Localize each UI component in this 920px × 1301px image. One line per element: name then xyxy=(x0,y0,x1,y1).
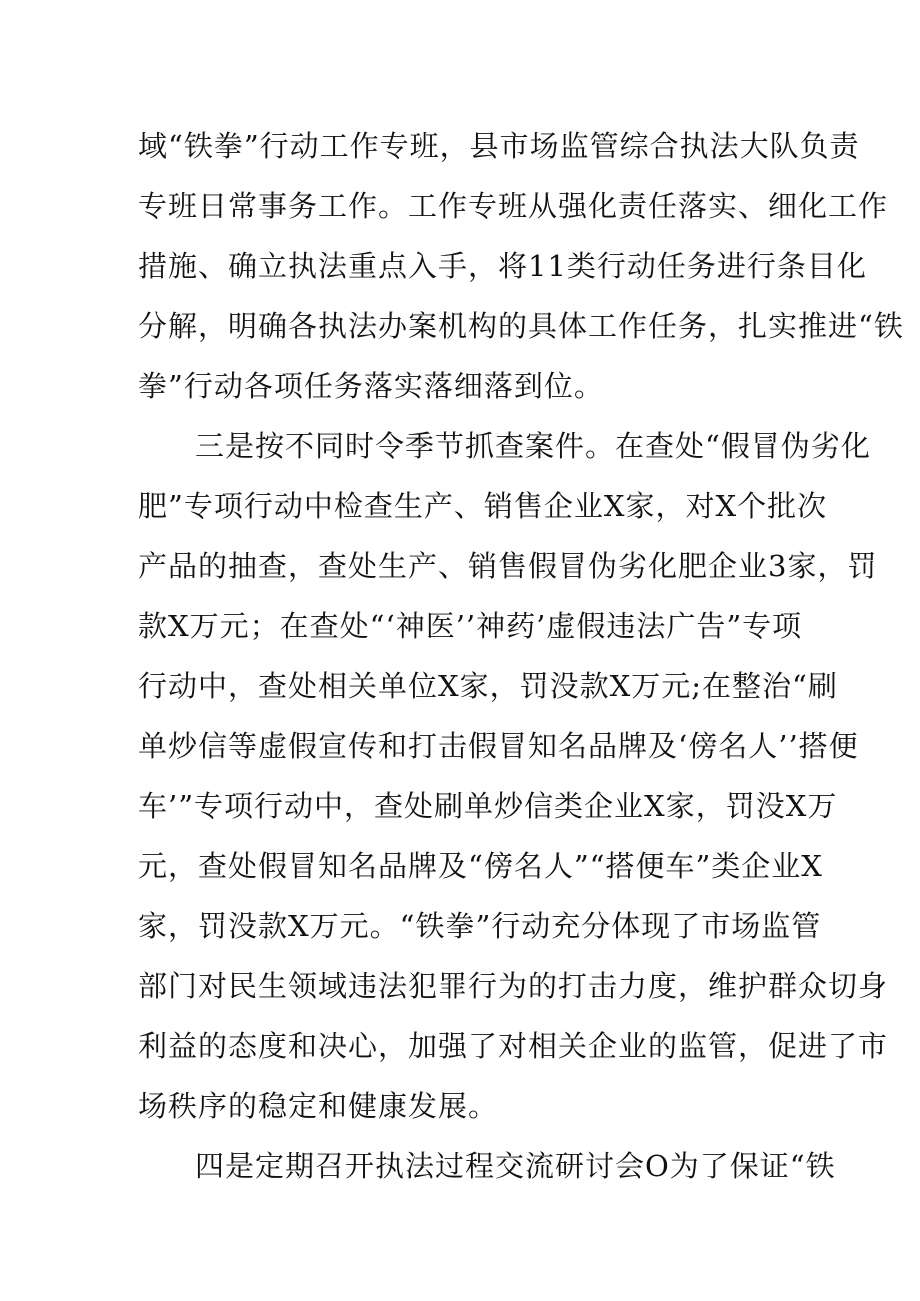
paragraph-start-line: 四是定期召开执法过程交流研讨会O为了保证“铁 xyxy=(195,1149,836,1183)
text-line: 肥”专项行动中检查生产、销售企业X家，对X个批次 xyxy=(138,489,828,523)
text-line: 家，罚没款X万元。“铁拳”行动充分体现了市场监管 xyxy=(138,909,822,943)
text-line: 产品的抽查，查处生产、销售假冒伪劣化肥企业3家，罚 xyxy=(138,549,878,583)
text-line: 场秩序的稳定和健康发展。 xyxy=(138,1089,499,1123)
text-line: 利益的态度和决心，加强了对相关企业的监管，促进了市 xyxy=(138,1029,889,1063)
text-line: 专班日常事务工作。工作专班从强化责任落实、细化工作 xyxy=(138,189,889,223)
text-line: 措施、确立执法重点入手，将11类行动任务进行条目化 xyxy=(138,249,867,283)
text-line: 车’”专项行动中，查处刷单炒信类企业X家，罚没X万 xyxy=(138,789,838,823)
text-line: 行动中，查处相关单位X家，罚没款X万元;在整治“刷 xyxy=(138,669,838,703)
text-line: 单炒信等虚假宣传和打击假冒知名品牌及‘傍名人’’搭便 xyxy=(138,729,859,763)
text-line: 拳”行动各项任务落实落细落到位。 xyxy=(138,369,604,403)
text-line: 分解，明确各执法办案机构的具体工作任务，扎实推进“铁 xyxy=(138,309,904,343)
paragraph-start-line: 三是按不同时令季节抓查案件。在查处“假冒伪劣化 xyxy=(195,429,871,463)
text-line: 元，查处假冒知名品牌及“傍名人”“搭便车”类企业X xyxy=(138,849,823,883)
text-line: 部门对民生领域违法犯罪行为的打击力度，维护群众切身 xyxy=(138,969,889,1003)
text-line: 款X万元；在查处“‘神医’’神药’虚假违法广告”专项 xyxy=(138,609,803,643)
text-line: 域“铁拳”行动工作专班，县市场监管综合执法大队负责 xyxy=(138,129,860,163)
